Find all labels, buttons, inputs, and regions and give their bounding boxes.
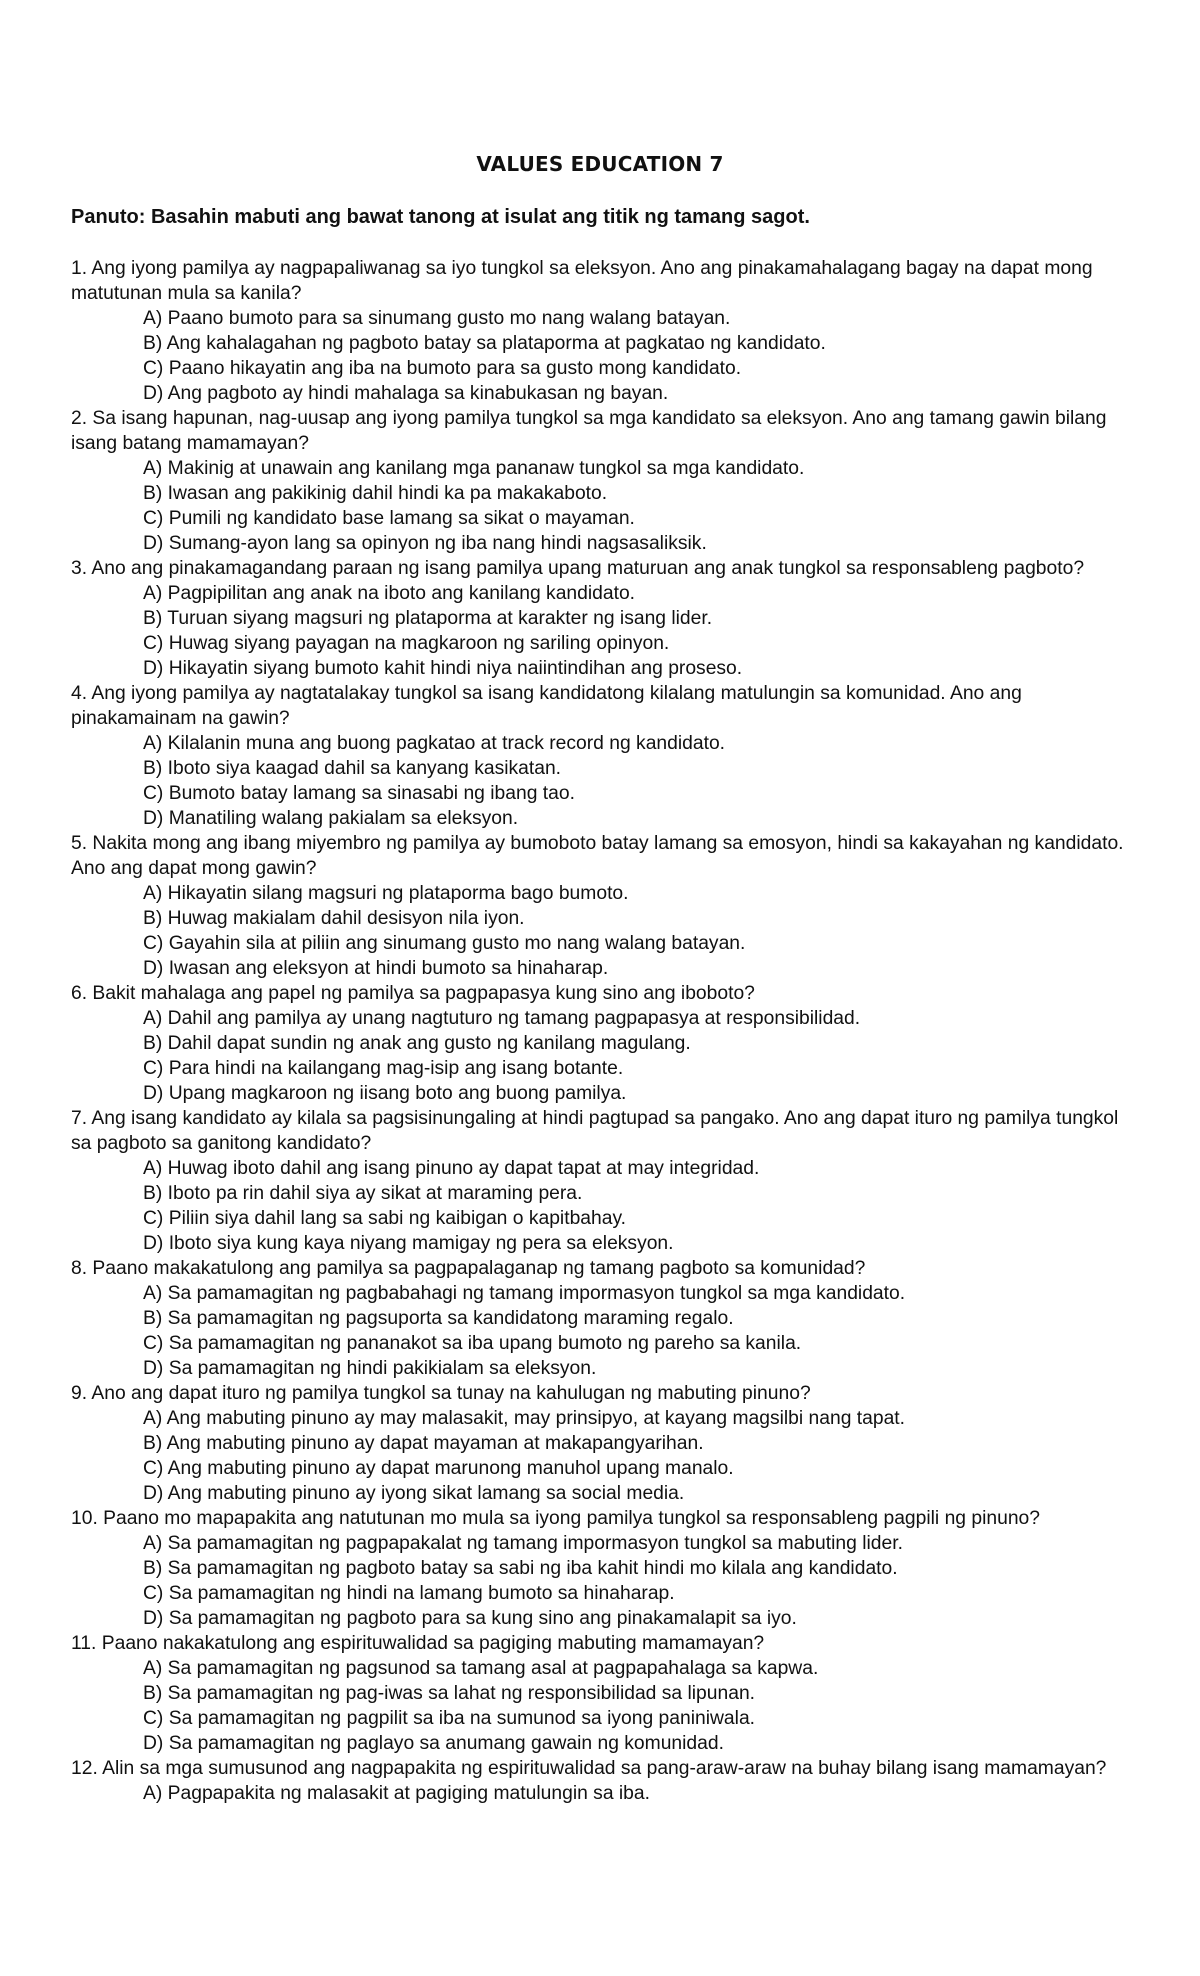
question-item: [71, 681, 1141, 831]
answer-choice: A) Makinig at unawain ang kanilang mga pananaw tungkol sa mga kandidato.: [143, 458, 805, 479]
answer-choice: C) Para hindi na kailangang mag-isip ang isang botante.: [143, 1058, 624, 1079]
answer-choice: C) Ang mabuting pinuno ay dapat marunong manuhol upang manalo.: [143, 1458, 734, 1479]
answer-choice: C) Piliin siya dahil lang sa sabi ng kaibigan o kapitbahay.: [143, 1208, 627, 1229]
answer-choice: A) Pagpapakita ng malasakit at pagiging matulungin sa iba.: [143, 1783, 650, 1804]
choice-list: [71, 731, 1141, 831]
choice-list: [71, 581, 1141, 681]
choice-list: [71, 1781, 1141, 1806]
question-item: [71, 1756, 1141, 1806]
question-item: [71, 1381, 1141, 1506]
question-text: 7. Ang isang kandidato ay kilala sa pagsisinungaling at hindi pagtupad sa pangako. Ano ang dapat ituro ng pamilya tungkol sa pagboto sa ganitong kandidato?: [71, 1108, 1119, 1154]
question-text: 1. Ang iyong pamilya ay nagpapaliwanag sa iyo tungkol sa eleksyon. Ano ang pinakamahalagang bagay na dapat mong matutunan mula sa kanila?: [71, 258, 1093, 304]
answer-choice: B) Turuan siyang magsuri ng plataporma at karakter ng isang lider.: [143, 608, 713, 629]
choice-list: [71, 1656, 1141, 1756]
document-title: VALUES EDUCATION 7: [476, 152, 724, 176]
answer-choice: B) Iboto siya kaagad dahil sa kanyang kasikatan.: [143, 758, 562, 779]
choice-list: [71, 1006, 1141, 1106]
choice-list: [71, 1156, 1141, 1256]
answer-choice: D) Ang mabuting pinuno ay iyong sikat lamang sa social media.: [143, 1483, 685, 1504]
answer-choice: D) Sa pamamagitan ng hindi pakikialam sa eleksyon.: [143, 1358, 597, 1379]
question-item: [71, 256, 1141, 406]
answer-choice: D) Sa pamamagitan ng pagboto para sa kung sino ang pinakamalapit sa iyo.: [143, 1608, 797, 1629]
answer-choice: D) Sa pamamagitan ng paglayo sa anumang gawain ng komunidad.: [143, 1733, 724, 1754]
answer-choice: A) Sa pamamagitan ng pagbabahagi ng tamang impormasyon tungkol sa mga kandidato.: [143, 1283, 906, 1304]
question-text: 10. Paano mo mapapakita ang natutunan mo mula sa iyong pamilya tungkol sa responsableng pagpili ng pinuno?: [71, 1508, 1041, 1529]
answer-choice: C) Sa pamamagitan ng pagpilit sa iba na sumunod sa iyong paniniwala.: [143, 1708, 756, 1729]
answer-choice: D) Upang magkaroon ng iisang boto ang buong pamilya.: [143, 1083, 627, 1104]
answer-choice: B) Iwasan ang pakikinig dahil hindi ka pa makakaboto.: [143, 483, 608, 504]
question-list: [71, 256, 1141, 1806]
answer-choice: A) Hikayatin silang magsuri ng plataporma bago bumoto.: [143, 883, 629, 904]
choice-list: [71, 1406, 1141, 1506]
choice-list: [71, 456, 1141, 556]
question-item: [71, 1256, 1141, 1381]
answer-choice: B) Iboto pa rin dahil siya ay sikat at maraming pera.: [143, 1183, 583, 1204]
answer-choice: A) Ang mabuting pinuno ay may malasakit, may prinsipyo, at kayang magsilbi nang tapat.: [143, 1408, 906, 1429]
answer-choice: B) Sa pamamagitan ng pagsuporta sa kandidatong maraming regalo.: [143, 1308, 734, 1329]
question-item: [71, 981, 1141, 1106]
instructions: Panuto: Basahin mabuti ang bawat tanong at isulat ang titik ng tamang sagot.: [71, 206, 810, 228]
question-text: 8. Paano makakatulong ang pamilya sa pagpapalaganap ng tamang pagboto sa komunidad?: [71, 1258, 866, 1279]
answer-choice: C) Bumoto batay lamang sa sinasabi ng ibang tao.: [143, 783, 575, 804]
answer-choice: C) Pumili ng kandidato base lamang sa sikat o mayaman.: [143, 508, 635, 529]
question-text: 5. Nakita mong ang ibang miyembro ng pamilya ay bumoboto batay lamang sa emosyon, hindi sa kakayahan ng kandidato. Ano ang dapat mong gawin?: [71, 833, 1124, 879]
question-text: 12. Alin sa mga sumusunod ang nagpapakita ng espirituwalidad sa pang-araw-araw na buhay bilang isang mamamayan?: [71, 1758, 1107, 1779]
answer-choice: B) Sa pamamagitan ng pag-iwas sa lahat ng responsibilidad sa lipunan.: [143, 1683, 756, 1704]
question-item: [71, 406, 1141, 556]
answer-choice: D) Iboto siya kung kaya niyang mamigay ng pera sa eleksyon.: [143, 1233, 674, 1254]
answer-choice: A) Kilalanin muna ang buong pagkatao at track record ng kandidato.: [143, 733, 726, 754]
answer-choice: D) Sumang-ayon lang sa opinyon ng iba nang hindi nagsasaliksik.: [143, 533, 707, 554]
answer-choice: C) Gayahin sila at piliin ang sinumang gusto mo nang walang batayan.: [143, 933, 746, 954]
answer-choice: D) Iwasan ang eleksyon at hindi bumoto sa hinaharap.: [143, 958, 609, 979]
answer-choice: A) Huwag iboto dahil ang isang pinuno ay dapat tapat at may integridad.: [143, 1158, 760, 1179]
answer-choice: A) Dahil ang pamilya ay unang nagtuturo ng tamang pagpapasya at responsibilidad.: [143, 1008, 861, 1029]
choice-list: [71, 881, 1141, 981]
question-text: 11. Paano nakakatulong ang espirituwalidad sa pagiging mabuting mamamayan?: [71, 1633, 765, 1654]
answer-choice: B) Dahil dapat sundin ng anak ang gusto ng kanilang magulang.: [143, 1033, 691, 1054]
answer-choice: B) Huwag makialam dahil desisyon nila iyon.: [143, 908, 525, 929]
question-item: [71, 556, 1141, 681]
answer-choice: A) Sa pamamagitan ng pagpapakalat ng tamang impormasyon tungkol sa mabuting lider.: [143, 1533, 903, 1554]
question-text: 3. Ano ang pinakamagandang paraan ng isang pamilya upang maturuan ang anak tungkol sa responsableng pagboto?: [71, 558, 1085, 579]
answer-choice: D) Manatiling walang pakialam sa eleksyon.: [143, 808, 519, 829]
answer-choice: C) Sa pamamagitan ng hindi na lamang bumoto sa hinaharap.: [143, 1583, 675, 1604]
answer-choice: C) Paano hikayatin ang iba na bumoto para sa gusto mong kandidato.: [143, 358, 742, 379]
question-item: [71, 831, 1141, 981]
question-item: [71, 1506, 1141, 1631]
question-item: [71, 1106, 1141, 1256]
question-text: 2. Sa isang hapunan, nag-uusap ang iyong pamilya tungkol sa mga kandidato sa eleksyon. Ano ang tamang gawin bilang isang batang mamamayan?: [71, 408, 1107, 454]
answer-choice: A) Sa pamamagitan ng pagsunod sa tamang asal at pagpapahalaga sa kapwa.: [143, 1658, 819, 1679]
choice-list: [71, 1531, 1141, 1631]
answer-choice: C) Sa pamamagitan ng pananakot sa iba upang bumoto ng pareho sa kanila.: [143, 1333, 802, 1354]
answer-choice: B) Ang kahalagahan ng pagboto batay sa plataporma at pagkatao ng kandidato.: [143, 333, 826, 354]
answer-choice: A) Paano bumoto para sa sinumang gusto mo nang walang batayan.: [143, 308, 731, 329]
answer-choice: D) Hikayatin siyang bumoto kahit hindi niya naiintindihan ang proseso.: [143, 658, 743, 679]
answer-choice: A) Pagpipilitan ang anak na iboto ang kanilang kandidato.: [143, 583, 636, 604]
choice-list: [71, 306, 1141, 406]
question-text: 4. Ang iyong pamilya ay nagtatalakay tungkol sa isang kandidatong kilalang matulungin sa komunidad. Ano ang pinakamainam na gawin?: [71, 683, 1022, 729]
answer-choice: D) Ang pagboto ay hindi mahalaga sa kinabukasan ng bayan.: [143, 383, 669, 404]
question-item: [71, 1631, 1141, 1756]
answer-choice: B) Ang mabuting pinuno ay dapat mayaman at makapangyarihan.: [143, 1433, 704, 1454]
question-text: 9. Ano ang dapat ituro ng pamilya tungkol sa tunay na kahulugan ng mabuting pinuno?: [71, 1383, 811, 1404]
question-text: 6. Bakit mahalaga ang papel ng pamilya sa pagpapasya kung sino ang iboboto?: [71, 983, 755, 1004]
answer-choice: B) Sa pamamagitan ng pagboto batay sa sabi ng iba kahit hindi mo kilala ang kandidato.: [143, 1558, 898, 1579]
choice-list: [71, 1281, 1141, 1381]
answer-choice: C) Huwag siyang payagan na magkaroon ng sariling opinyon.: [143, 633, 670, 654]
